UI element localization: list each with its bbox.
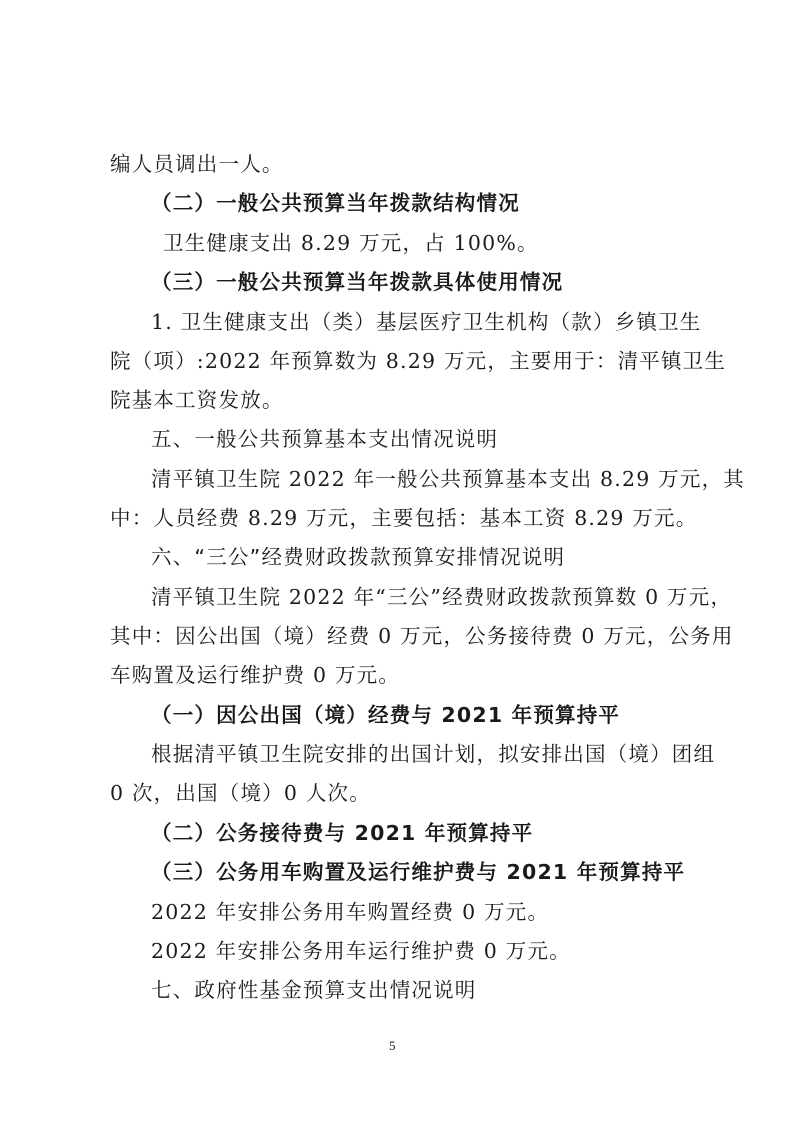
subheading-2-reception: （二）公务接待费与 2021 年预算持平 xyxy=(151,821,534,845)
subheading-1-overseas-travel: （一）因公出国（境）经费与 2021 年预算持平 xyxy=(151,703,621,727)
overseas-plan-line-2: 0 次，出国（境）0 人次。 xyxy=(110,781,371,805)
item-1-line-2: 院（项）:2022 年预算数为 8.29 万元，主要用于：清平镇卫生 xyxy=(110,349,727,373)
section-5-paragraph-line-2: 中：人员经费 8.29 万元，主要包括：基本工资 8.29 万元。 xyxy=(110,506,698,530)
vehicle-maintenance-line: 2022 年安排公务用车运行维护费 0 万元。 xyxy=(151,939,571,963)
section-6-paragraph-line-1: 清平镇卫生院 2022 年“三公”经费财政拨款预算数 0 万元， xyxy=(151,585,733,609)
vehicle-purchase-line: 2022 年安排公务用车购置经费 0 万元。 xyxy=(151,900,550,924)
section-5-heading: 五、一般公共预算基本支出情况说明 xyxy=(151,427,499,451)
section-7-heading: 七、政府性基金预算支出情况说明 xyxy=(151,978,477,1002)
paragraph-continuation: 编人员调出一人。 xyxy=(110,152,284,176)
item-1-line-1: 1. 卫生健康支出（类）基层医疗卫生机构（款）乡镇卫生 xyxy=(151,310,702,334)
item-1-line-3: 院基本工资发放。 xyxy=(110,388,284,412)
overseas-plan-line-1: 根据清平镇卫生院安排的出国计划，拟安排出国（境）团组 xyxy=(151,742,716,766)
section-6-heading: 六、“三公”经费财政拨款预算安排情况说明 xyxy=(151,545,566,569)
subheading-2-allocation-structure: （二）一般公共预算当年拨款结构情况 xyxy=(151,191,520,215)
page-number: 5 xyxy=(389,1038,396,1053)
section-6-paragraph-line-3: 车购置及运行维护费 0 万元。 xyxy=(110,663,401,687)
section-6-paragraph-line-2: 其中：因公出国（境）经费 0 万元，公务接待费 0 万元，公务用 xyxy=(110,624,734,648)
section-5-paragraph-line-1: 清平镇卫生院 2022 年一般公共预算基本支出 8.29 万元，其 xyxy=(151,467,745,491)
health-expenditure-share: 卫生健康支出 8.29 万元，占 100%。 xyxy=(163,231,539,255)
subheading-3-vehicles: （三）公务用车购置及运行维护费与 2021 年预算持平 xyxy=(151,860,686,884)
subheading-3-allocation-usage: （三）一般公共预算当年拨款具体使用情况 xyxy=(151,270,564,294)
